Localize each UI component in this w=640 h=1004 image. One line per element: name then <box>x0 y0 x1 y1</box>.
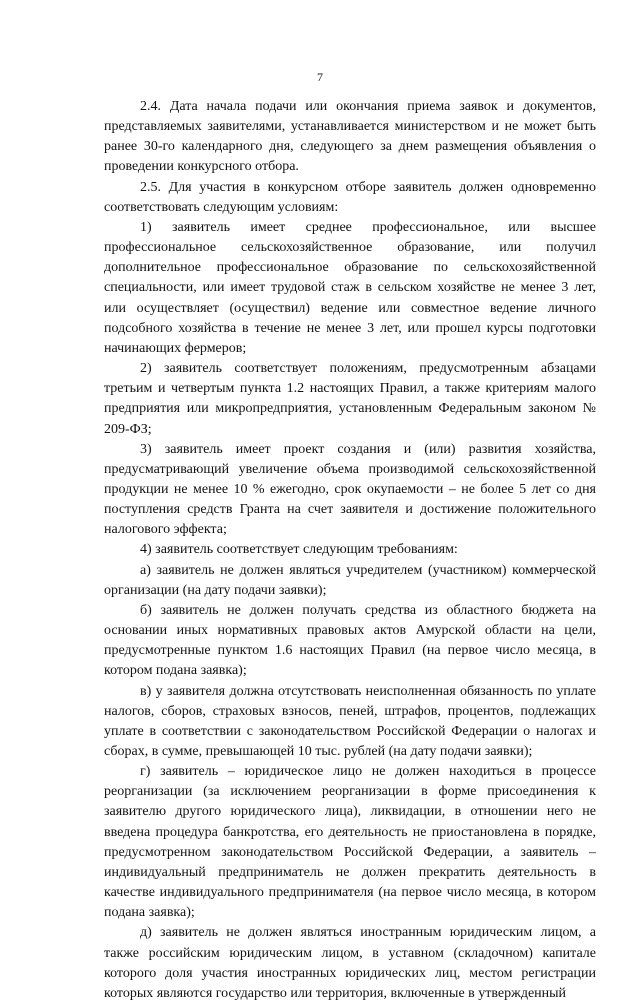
condition-1: 1) заявитель имеет среднее профессиональное, или высшее профессиональное сельскохозяйственное образование, или получил дополнительное профессиональное образование по сельскохозяйственной специальности, или имеет трудовой стаж в сельском хозяйстве не менее 3 лет, или осуществляет (осуществил) ведение или совместное ведение личного подсобного хозяйства в течение не менее 3 лет, или прошел курсы подготовки начинающих фермеров; <box>104 219 596 356</box>
paragraph-2-5: 2.5. Для участия в конкурсном отборе заявитель должен одновременно соответствовать следующим условиям: <box>104 179 596 215</box>
paragraph-2-4: 2.4. Дата начала подачи или окончания приема заявок и документов, представляемых заявителями, устанавливается министерством и не может быть ранее 30-го календарного дня, следующего за днем размещения объявления о проведении конкурсного отбора. <box>104 99 596 175</box>
requirement-g: г) заявитель – юридическое лицо не должен находиться в процессе реорганизации (за исключением реорганизации в форме присоединения к заявителю другого юридического лица), ликвидации, в отношении него не введена процедура банкротства, его деятельность не приостановлена в порядке, предусмотренном законодательством Российской Федерации, а заявитель – индивидуальный предприниматель не должен прекратить деятельность в качестве индивидуального предпринимателя (на первое число месяца, в котором подана заявка); <box>104 764 596 921</box>
requirement-a: а) заявитель не должен являться учредителем (участником) коммерческой организации (на дату подачи заявки); <box>104 562 596 598</box>
document-body <box>104 97 596 1004</box>
requirement-v: в) у заявителя должна отсутствовать неисполненная обязанность по уплате налогов, сборов, страховых взносов, пеней, штрафов, процентов, подлежащих уплате в соответствии с законодательством Российской Федерации о налогах и сборах, в сумме, превышающей 10 тыс. рублей (на дату подачи заявки); <box>104 683 596 759</box>
requirement-d: д) заявитель не должен являться иностранным юридическим лицом, а также российским юридическим лицом, в уставном (складочном) капитале которого доля участия иностранных юридических лиц, местом регистрации которых являются государство или территория, включенные в утвержденный <box>104 925 596 1001</box>
condition-4: 4) заявитель соответствует следующим требованиям: <box>140 542 458 558</box>
page-number: 7 <box>317 70 323 84</box>
requirement-b: б) заявитель не должен получать средства из областного бюджета на основании иных нормативных правовых актов Амурской области на цели, предусмотренные пунктом 1.6 настоящих Правил (на первое число месяца, в котором подана заявка); <box>104 602 596 679</box>
condition-3: 3) заявитель имеет проект создания и (или) развития хозяйства, предусматривающий увеличение объема производимой сельскохозяйственной продукции не менее 10 % ежегодно, срок окупаемости – не более 5 лет со дня поступления средств Гранта на счет заявителя и достижение положительного налогового эффекта; <box>104 441 596 538</box>
condition-2: 2) заявитель соответствует положениям, предусмотренным абзацами третьим и четвертым пункта 1.2 настоящих Правил, а также критериям малого предприятия или микропредприятия, установленным Федеральным законом № 209-ФЗ; <box>104 361 596 437</box>
